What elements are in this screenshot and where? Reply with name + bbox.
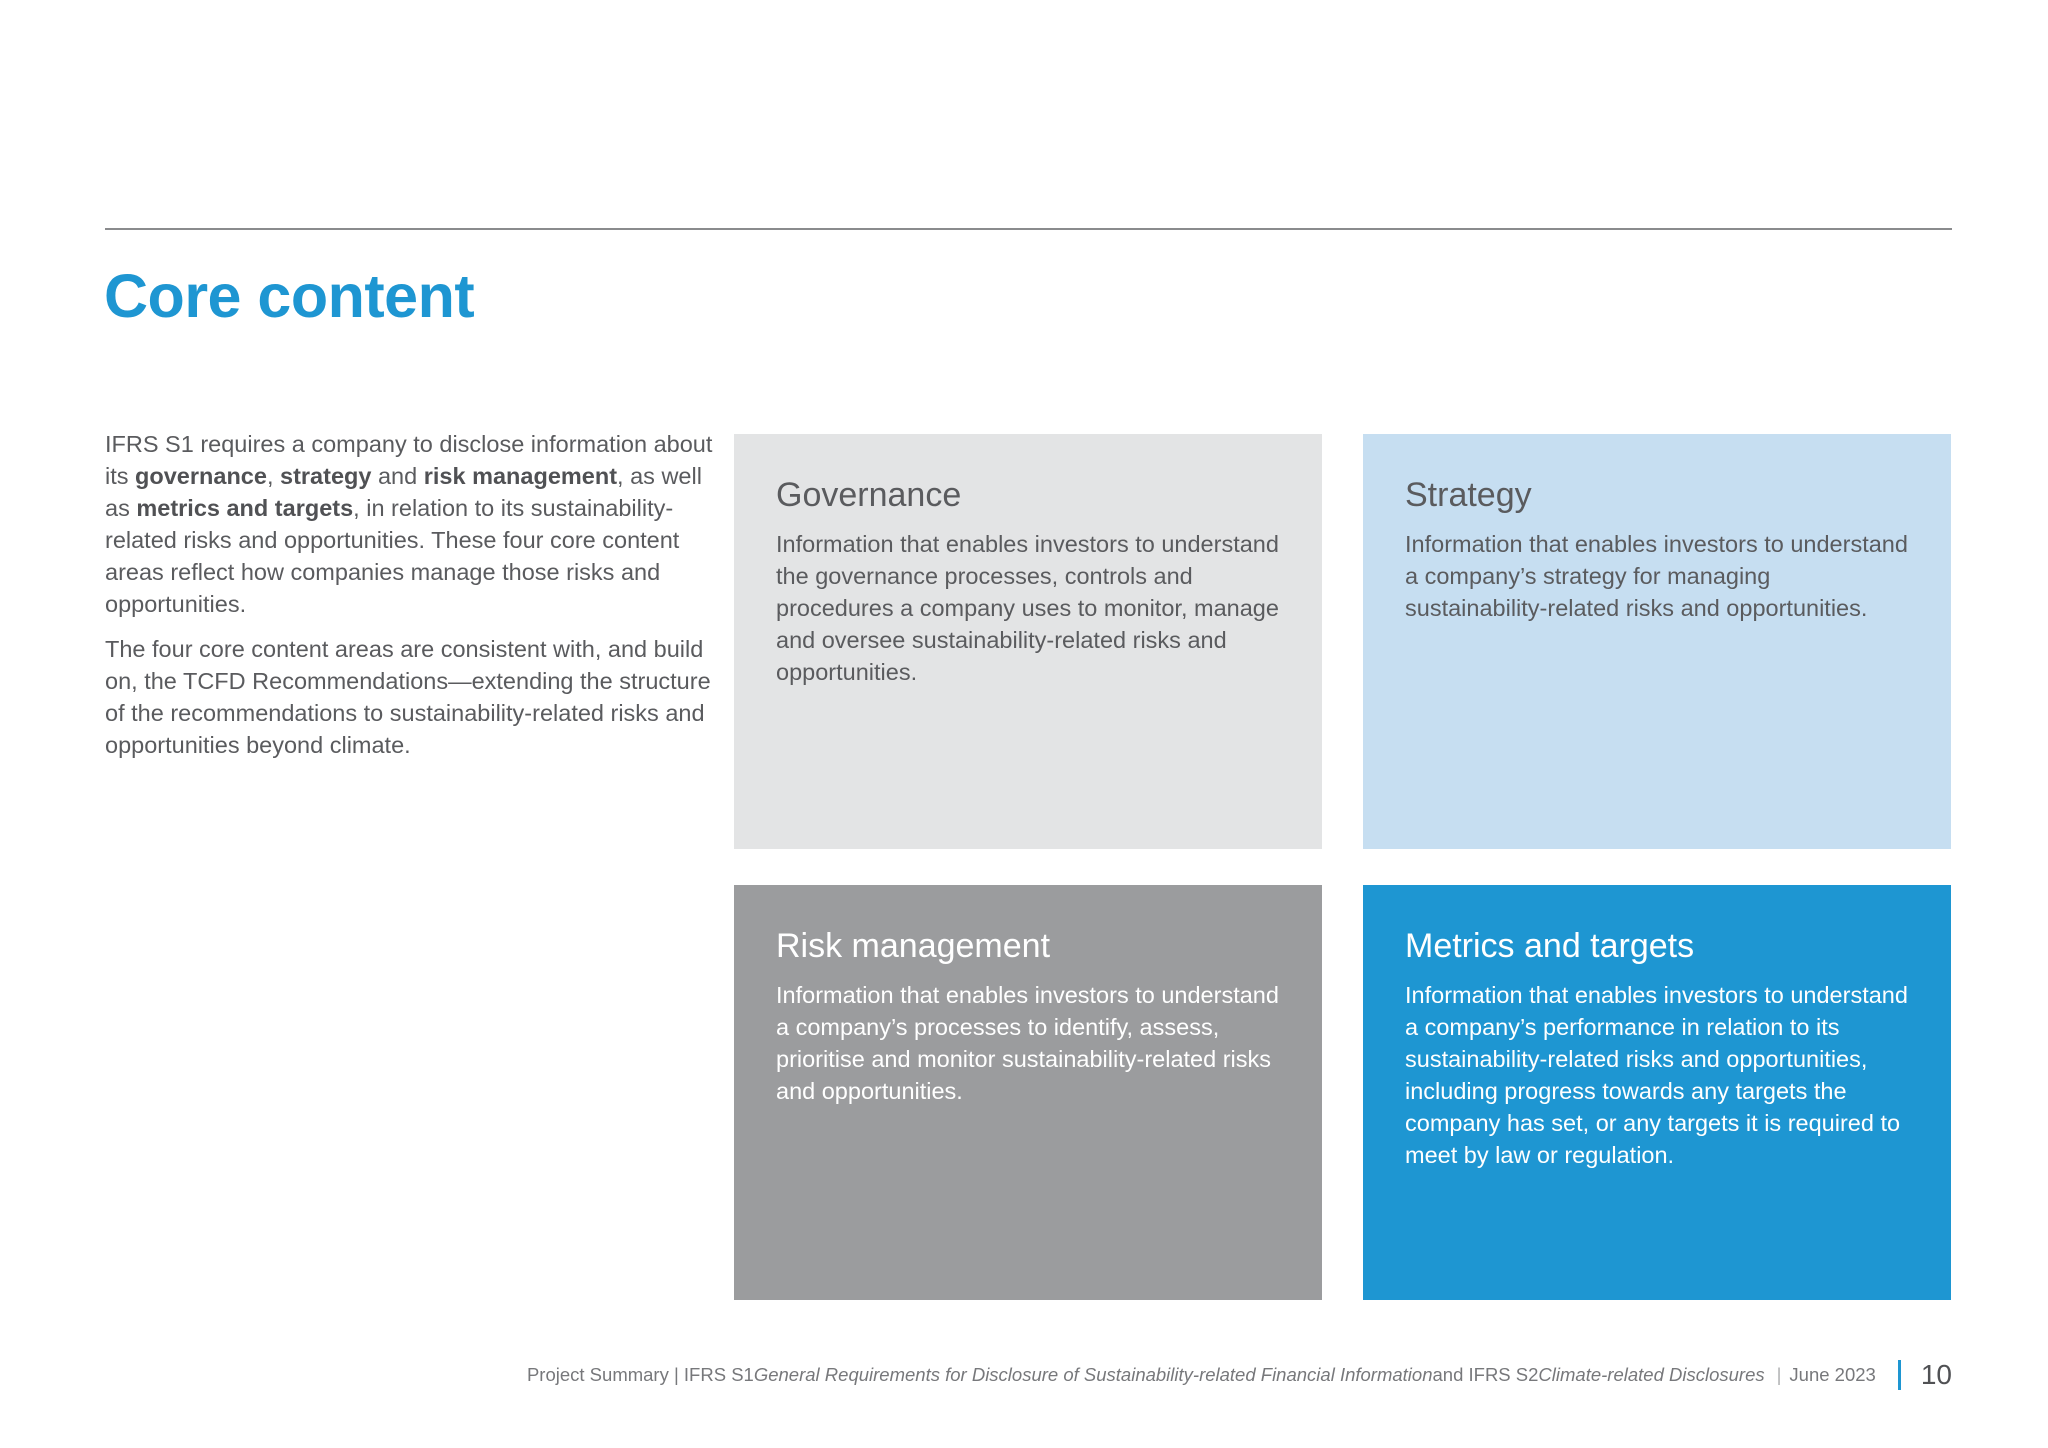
- footer-accent-bar: [1898, 1360, 1901, 1390]
- intro-paragraph-1: IFRS S1 requires a company to disclose information about its governance, strategy and risk management, as well as metrics and targets, in relation to its sustainability-related risks and opportunities. These four core content areas reflect how companies manage those risks and opportunities.: [105, 431, 713, 617]
- page-footer: [527, 1355, 1952, 1395]
- footer-date: June 2023: [1789, 1364, 1876, 1385]
- risk-management-card-title: Risk management: [776, 927, 1051, 965]
- metrics-targets-card: [1363, 885, 1951, 1300]
- strategy-emphasis: strategy: [280, 463, 372, 489]
- footer-prefix: Project Summary | IFRS S1: [526, 1364, 754, 1385]
- footer-s2-title: Climate-related Disclosures: [1538, 1364, 1765, 1385]
- footer-s1-title: General Requirements for Disclosure of Sustainability-related Financial Information: [753, 1364, 1433, 1385]
- governance-card-body: Information that enables investors to understand the governance processes, controls and procedures a company uses to monitor, manage and oversee sustainability-related risks and opportunities.: [776, 530, 1279, 685]
- metrics-targets-card-title: Metrics and targets: [1405, 927, 1695, 965]
- governance-card-title: Governance: [776, 476, 962, 514]
- footer-separator: |: [1776, 1364, 1782, 1385]
- risk-management-emphasis: risk management: [423, 463, 618, 489]
- header-divider: [105, 228, 1952, 230]
- strategy-card-body: Information that enables investors to understand a company’s strategy for managing sustainability-related risks and opportunities.: [1405, 530, 1908, 621]
- intro-text: [105, 428, 715, 774]
- metrics-targets-card-body: Information that enables investors to understand a company’s performance in relation to its sustainability-related risks and opportunities, including progress towards any targets the company has set, or any targets it is required to meet by law or regulation.: [1405, 981, 1908, 1168]
- metrics-targets-emphasis: metrics and targets: [136, 495, 354, 521]
- intro-paragraph-2: The four core content areas are consistent with, and build on, the TCFD Recommendations—extending the structure of the recommendations to sustainability-related risks and opportunities beyond climate.: [105, 636, 711, 758]
- risk-management-card-body: Information that enables investors to understand a company’s processes to identify, assess, prioritise and monitor sustainability-related risks and opportunities.: [776, 981, 1279, 1104]
- strategy-card: [1363, 434, 1951, 849]
- governance-card: [734, 434, 1322, 849]
- footer-middle: and IFRS S2: [1432, 1364, 1539, 1385]
- page-number: 10: [1920, 1359, 1952, 1390]
- risk-management-card: [734, 885, 1322, 1300]
- page-title: Core content: [104, 262, 475, 330]
- governance-emphasis: governance: [135, 463, 267, 489]
- strategy-card-title: Strategy: [1405, 476, 1532, 514]
